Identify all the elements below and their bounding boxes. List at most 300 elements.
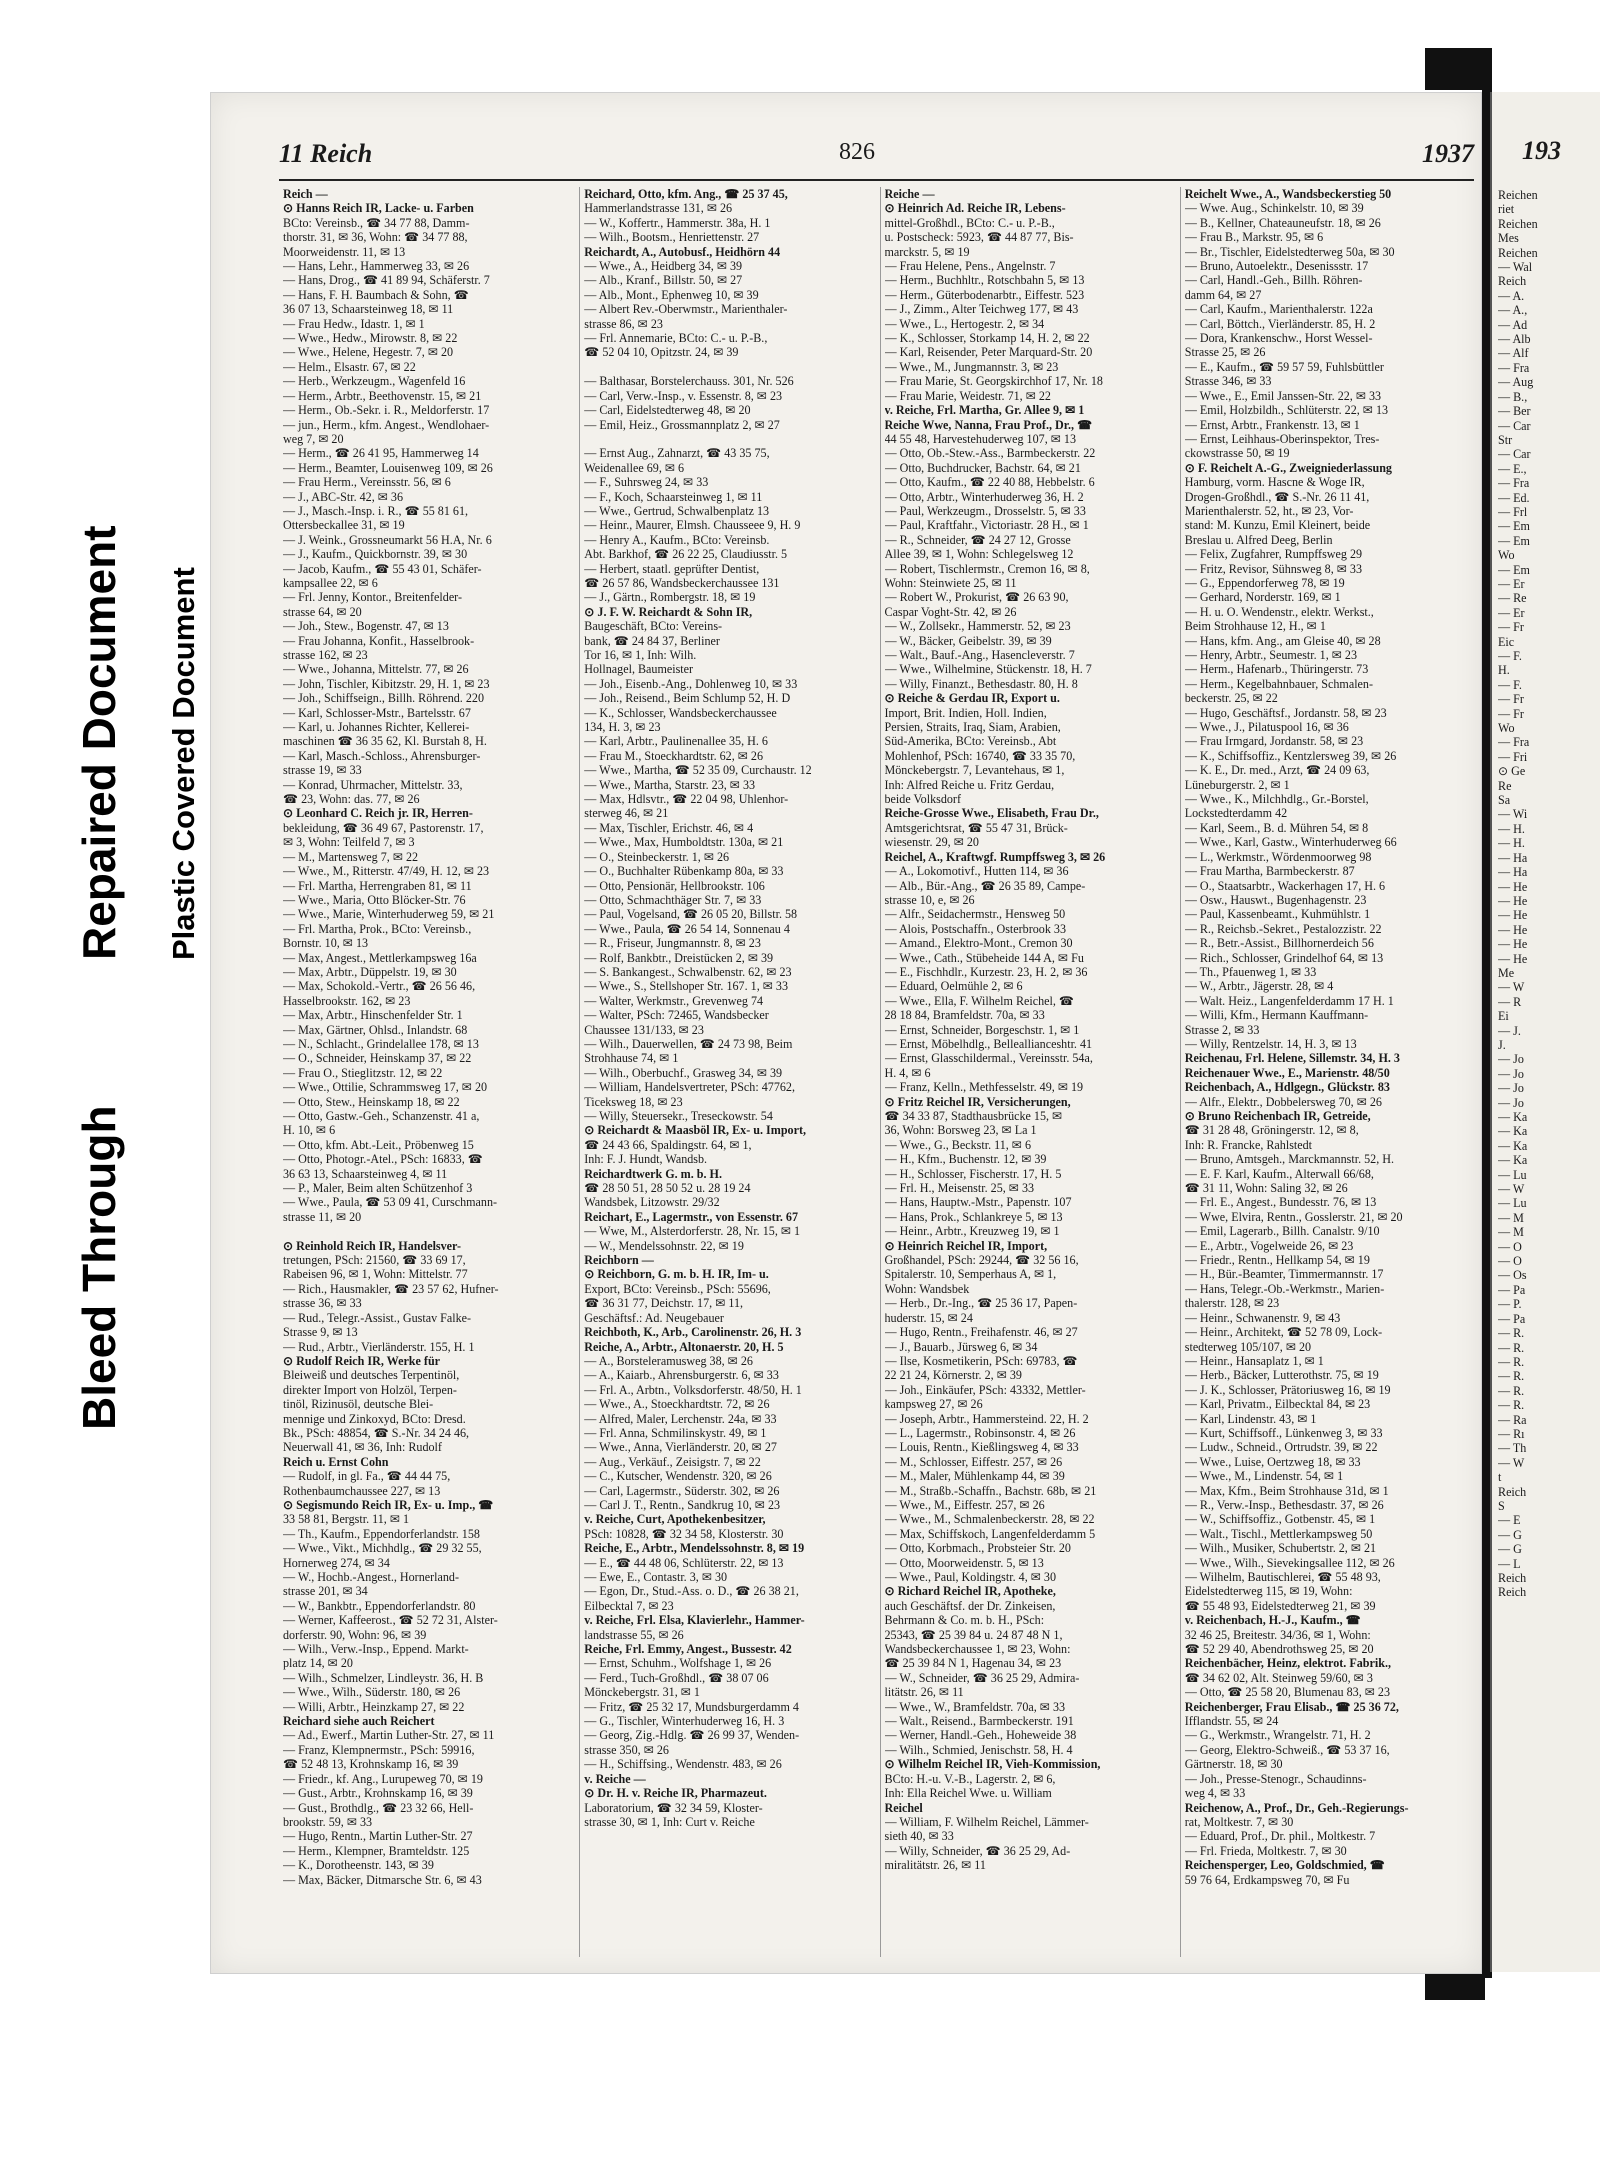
directory-entry-line: — O., Staatsarbtr., Wackerhagen 17, H. 6 (1184, 878, 1386, 893)
directory-entry-line: — Rud., Telegr.-Assist., Gustav Falke- (283, 1310, 472, 1325)
directory-entry-line: Drogen-Großhdl., ☎ S.-Nr. 26 11 41, (1184, 489, 1370, 504)
adjacent-entry-line: t (1498, 1470, 1502, 1485)
directory-entry-line: — Eduard, Prof., Dr. phil., Moltkestr. 7 (1184, 1829, 1376, 1844)
directory-entry-line: platz 14, ✉ 20 (283, 1656, 353, 1671)
directory-entry-line: tinöl, Rizinusöl, deutsche Blei- (283, 1397, 434, 1412)
directory-entry-line: strasse 86, ✉ 23 (584, 316, 663, 331)
directory-entry-line: Reichart, E., Lagermstr., von Essenstr. 67 (584, 1209, 799, 1224)
directory-entry-line: Lüneburgerstr. 2, ✉ 1 (1184, 777, 1290, 792)
directory-entry-line: — Hugo, Geschäftsf., Jordanstr. 58, ✉ 23 (1184, 705, 1387, 720)
directory-entry-line: — M., Schlosser, Eiffestr. 257, ✉ 26 (884, 1454, 1063, 1469)
directory-entry-line: — Otto, Photogr.-Atel., PSch: 16833, ☎ (283, 1152, 483, 1167)
directory-entry-line: — Max, Bäcker, Ditmarsche Str. 6, ✉ 43 (283, 1872, 482, 1887)
directory-entry-line: Eilbecktal 7, ✉ 23 (584, 1598, 674, 1613)
directory-entry-line: — M., Straßb.-Schaffn., Bachstr. 68b, ✉ 21 (884, 1483, 1097, 1498)
adjacent-entry-line: — F. (1498, 649, 1522, 663)
directory-entry-line: — C., Kutscher, Wendenstr. 320, ✉ 26 (584, 1469, 772, 1484)
directory-entry-line: — Henry, Arbtr., Seumestr. 1, ✉ 23 (1184, 648, 1358, 662)
directory-entry-line: — N., Schlacht., Grindelallee 178, ✉ 13 (283, 1036, 479, 1051)
directory-entry-line: — Gust., Arbtr., Krohnskamp 16, ✉ 39 (283, 1786, 473, 1801)
adjacent-entry-line: — Car (1498, 418, 1531, 433)
adjacent-entry-line: Reich (1498, 274, 1527, 289)
directory-entry-line: Rabeisen 96, ✉ 1, Wohn: Mittelstr. 77 (283, 1267, 468, 1282)
adjacent-entry-line: — Fr (1498, 620, 1524, 635)
adjacent-entry-line: — R. (1498, 1340, 1525, 1355)
directory-entry-line: Breslau u. Alfred Deeg, Berlin (1184, 532, 1333, 547)
directory-entry-line: — G., Werkmstr., Wrangelstr. 71, H. 2 (1184, 1728, 1371, 1743)
adjacent-entry-line: — M (1498, 1225, 1524, 1240)
adjacent-entry-line: — Car (1498, 447, 1531, 462)
directory-entry-line: Reiche — (884, 187, 935, 201)
directory-entry-line: — Herm., ☎ 26 41 95, Hammerweg 14 (283, 446, 479, 461)
directory-column-3 (880, 187, 1174, 1957)
directory-entry-line: — Robert, Tischlermstr., Cremon 16, ✉ 8, (884, 561, 1090, 576)
directory-entry-line: sieth 40, ✉ 33 (884, 1829, 954, 1844)
directory-entry-line: — Karl, Reisender, Peter Marquard-Str. 20 (884, 345, 1093, 360)
directory-entry-line: — Heinr., Schwanenstr. 9, ✉ 43 (1184, 1310, 1341, 1325)
directory-entry-line: — Wwe., A., Heidberg 34, ✉ 39 (584, 259, 743, 274)
directory-entry-line: — M., Martensweg 7, ✉ 22 (283, 849, 419, 864)
directory-entry-line: — Wwe., E., Emil Janssen-Str. 22, ✉ 33 (1184, 388, 1382, 403)
directory-entry-line: — Herm., Ob.-Sekr. i. R., Meldorferstr. 17 (283, 403, 490, 418)
directory-entry-line: Bornstr. 10, ✉ 13 (283, 936, 369, 951)
directory-entry-line: Persien, Straits, Iraq, Siam, Arabien, (884, 720, 1061, 735)
adjacent-entry-line: S (1498, 1498, 1505, 1513)
adjacent-entry-line: Reich (1498, 1585, 1527, 1600)
directory-entry-line: — Max, Kfm., Beim Strohhause 31d, ✉ 1 (1184, 1483, 1389, 1498)
adjacent-entry-line: Reich (1498, 1484, 1527, 1499)
directory-entry-line: — John, Tischler, Kibitzstr. 29, H. 1, ✉ 23 (283, 676, 490, 691)
directory-entry-line: ☎ 31 11, Wohn: Saling 32, ✉ 26 (1184, 1181, 1348, 1196)
directory-entry-line: mennige und Zinkoxyd, BCto: Dresd. (283, 1411, 466, 1426)
directory-entry-line: — Rolf, Bankbtr., Dreistücken 2, ✉ 39 (584, 950, 774, 965)
directory-entry-line: — Frau Hedw., Idastr. 1, ✉ 1 (283, 316, 425, 331)
directory-entry-line: — Herm., Güterbodenarbtr., Eiffestr. 523 (884, 287, 1085, 302)
adjacent-entry-line: — Jo (1498, 1095, 1524, 1110)
directory-entry-line: ⊙ Wilhelm Reichel IR, Vieh-Kommission, (884, 1757, 1101, 1772)
repaired-document-label: Repaired Document (73, 525, 125, 960)
directory-entry-line: Reiche Wwe, Nanna, Frau Prof., Dr., ☎ (884, 417, 1093, 432)
directory-entry-line: — Ad., Ewerf., Martin Luther-Str. 27, ✉ 11 (283, 1728, 495, 1743)
directory-entry-line: Amtsgerichtsrat, ☎ 55 47 31, Brück- (884, 820, 1068, 835)
adjacent-entry-line: Ei (1498, 1009, 1509, 1024)
directory-entry-line: — Georg, Zig.-Hdlg. ☎ 26 99 37, Wenden- (584, 1728, 800, 1743)
directory-entry-line: — Frau Marie, St. Georgskirchhof 17, Nr. 18 (884, 374, 1103, 389)
directory-entry-line: — Wwe. Aug., Schinkelstr. 10, ✉ 39 (1184, 201, 1364, 216)
directory-entry-line: — R., Friseur, Jungmannstr. 8, ✉ 23 (584, 936, 761, 951)
directory-entry-line: — R., Reichsb.-Sekret., Pestalozzistr. 22 (1184, 921, 1382, 936)
directory-entry-line: — Rich., Schlosser, Grindelhof 64, ✉ 13 (1184, 950, 1384, 965)
directory-entry-line: — K., Dorotheenstr. 143, ✉ 39 (283, 1858, 434, 1873)
directory-entry-line: ☎ 25 39 84 N 1, Hagenau 34, ✉ 23 (884, 1656, 1062, 1671)
directory-entry-line: — W., Schneider, ☎ 36 25 29, Admira- (884, 1670, 1080, 1685)
directory-entry-line: — Carl, Verw.-Insp., v. Essenstr. 8, ✉ 23 (584, 388, 783, 403)
directory-entry-line: — Karl, Seem., B. d. Mühren 54, ✉ 8 (1184, 820, 1369, 835)
directory-entry-line: — J. K., Schlosser, Prätoriusweg 16, ✉ 19 (1184, 1382, 1391, 1397)
directory-entry-line: — Wwe, Elvira, Rentn., Gosslerstr. 21, ✉ 20 (1184, 1209, 1403, 1224)
directory-entry-line: — Alb., Mont., Ephenweg 10, ✉ 39 (584, 287, 759, 302)
directory-entry-line: Reichboth, K., Arb., Carolinenstr. 26, H. 3 (584, 1325, 802, 1340)
adjacent-entry-line: Reich (1498, 1571, 1527, 1585)
directory-entry-line: Ifflandstr. 55, ✉ 24 (1184, 1714, 1279, 1729)
directory-entry-line: — Paul, Kraftfahr., Victoriastr. 28 H., ✉ 1 (884, 518, 1089, 533)
directory-entry-line: thorstr. 31, ✉ 36, Wohn: ☎ 34 77 88, (283, 230, 468, 245)
directory-entry-line: — Hans, F. H. Baumbach & Sohn, ☎ (283, 287, 469, 302)
directory-entry-line: — Herm., Arbtr., Beethovenstr. 15, ✉ 21 (283, 388, 482, 403)
directory-entry-line: Inh: Alfred Reiche u. Fritz Gerdau, (884, 777, 1055, 792)
directory-column-1 (279, 187, 573, 1957)
adjacent-entry-line: — R. (1498, 1398, 1525, 1413)
directory-entry-line: huderstr. 15, ✉ 24 (884, 1310, 973, 1325)
adjacent-entry-line: — F. (1498, 677, 1522, 692)
directory-entry-line: — Hans, Lehr., Hammerweg 33, ✉ 26 (283, 259, 470, 274)
directory-entry-line: wiesenstr. 29, ✉ 20 (884, 835, 979, 850)
directory-entry-line: — Otto, Gastw.-Geh., Schanzenstr. 41 a, (283, 1109, 480, 1123)
directory-entry-line: — Frl. H., Meisenstr. 25, ✉ 33 (884, 1181, 1035, 1196)
header-year: 1937 (1422, 139, 1474, 168)
directory-entry-line: — Willy, Schneider, ☎ 36 25 29, Ad- (884, 1843, 1071, 1858)
directory-entry-line: — Frl. E., Angest., Bundesstr. 76, ✉ 13 (1184, 1195, 1377, 1210)
directory-entry-line: Laboratorium, ☎ 32 34 59, Kloster- (584, 1800, 763, 1815)
directory-entry-line: — O., Schneider, Heinskamp 37, ✉ 22 (283, 1051, 472, 1066)
directory-entry-line: Hornerweg 274, ✉ 34 (283, 1555, 390, 1570)
adjacent-entry-line: — Fra (1498, 476, 1530, 491)
adjacent-entry-line: — Os (1498, 1268, 1527, 1283)
directory-entry-line: Reichenau, Frl. Helene, Sillemstr. 34, H. 3 (1184, 1051, 1400, 1066)
adjacent-entry-line: — Ad (1498, 317, 1528, 332)
directory-entry-line: Lockstedterdamm 42 (1184, 806, 1288, 821)
adjacent-entry-line: — He (1498, 879, 1528, 894)
directory-entry-line: — Wilh., Bootsm., Henriettenstr. 27 (584, 230, 760, 245)
directory-entry-line: ☎ 24 43 66, Spaldingstr. 64, ✉ 1, (584, 1137, 752, 1152)
directory-entry-line: — E., ☎ 44 48 06, Schlüterstr. 22, ✉ 13 (584, 1555, 784, 1570)
directory-entry-line: — Wwe., S., Stellshoper Str. 167. 1, ✉ 33 (584, 979, 788, 994)
directory-entry-line: — S. Bankangest., Schwalbenstr. 62, ✉ 23 (584, 964, 792, 979)
directory-entry-line: — Wwe., W., Bramfeldstr. 70a, ✉ 33 (884, 1699, 1066, 1714)
directory-entry-line: — Herm., Kegelbahnbauer, Schmalen- (1184, 676, 1373, 691)
adjacent-entry-line: — Ber (1498, 404, 1531, 419)
directory-entry-line: — Kurt, Schiffsoff., Lünkenweg 3, ✉ 33 (1184, 1425, 1383, 1440)
directory-entry-line: ☎ 26 57 86, Wandsbeckerchaussee 131 (584, 575, 780, 590)
directory-entry-line: ⊙ Dr. H. v. Reiche IR, Pharmazeut. (584, 1786, 767, 1801)
directory-entry-line: — Konrad, Uhrmacher, Mittelstr. 33, (283, 777, 463, 792)
directory-entry-line: — H., Bür.-Beamter, Timmermannstr. 17 (1184, 1267, 1384, 1282)
directory-entry-line: — Alfr., Seidachermstr., Hensweg 50 (884, 907, 1066, 922)
directory-entry-line: — Rudolf, in gl. Fa., ☎ 44 44 75, (283, 1469, 451, 1484)
directory-entry-line: — Karl, Arbtr., Paulinenallee 35, H. 6 (584, 734, 768, 749)
adjacent-entry-line: — Fr (1498, 692, 1524, 707)
directory-entry-line: — Wwe., Martha, Starstr. 23, ✉ 33 (584, 777, 756, 792)
directory-entry-line: Chaussee 131/133, ✉ 23 (584, 1022, 704, 1037)
directory-entry-line: — Karl, Schlosser-Mstr., Bartelsstr. 67 (283, 705, 471, 720)
directory-entry-line: — Emil, Lagerarb., Billh. Canalstr. 9/10 (1184, 1224, 1380, 1239)
directory-entry-line: — Wwe., Ella, F. Wilhelm Reichel, ☎ (884, 993, 1074, 1008)
directory-entry-line: Reichel, A., Kraftwgf. Rumpffsweg 3, ✉ 26 (884, 849, 1106, 864)
directory-entry-line: ⊙ Leonhard C. Reich jr. IR, Herren- (283, 806, 473, 821)
directory-entry-line: — Carl, Handl.-Geh., Billh. Röhren- (1184, 273, 1363, 288)
directory-entry-line: — Frau Marie, Weidestr. 71, ✉ 22 (884, 388, 1051, 403)
directory-entry-line: 44 55 48, Harvestehuderweg 107, ✉ 13 (884, 431, 1076, 446)
directory-entry-line: — Wwe., M., Lindenstr. 54, ✉ 1 (1184, 1469, 1344, 1484)
directory-entry-line: — Carl, Böttch., Vierländerstr. 85, H. 2 (1184, 316, 1376, 331)
directory-entry-line: Import, Brit. Indien, Holl. Indien, (884, 705, 1047, 720)
page-header (279, 139, 1474, 181)
directory-entry-line: — R., Verw.-Insp., Bethesdastr. 37, ✉ 26 (1184, 1497, 1384, 1512)
directory-entry-line: — Hans, kfm. Ang., am Gleise 40, ✉ 28 (1184, 633, 1381, 648)
directory-entry-line: — Wwe., Wilh., Süderstr. 180, ✉ 26 (283, 1685, 461, 1700)
directory-entry-line: Wohn: Wandsbek (884, 1281, 970, 1296)
adjacent-entry-line: — Ka (1498, 1153, 1528, 1168)
directory-entry-line: — Joh., Presse-Stenogr., Schaudinns- (1184, 1771, 1367, 1786)
directory-entry-line: auch Geschäftsf. der Dr. Zinkeisen, (884, 1598, 1056, 1613)
directory-entry-line: ⊙ Segismundo Reich IR, Ex- u. Imp., ☎ (283, 1497, 494, 1512)
directory-entry-line: — Rich., Hausmakler, ☎ 23 57 62, Hufner- (283, 1281, 499, 1296)
adjacent-entry-line: — Ka (1498, 1138, 1528, 1153)
directory-entry-line: — Wilh., Musiker, Schubertstr. 2, ✉ 21 (1184, 1541, 1377, 1556)
adjacent-entry-line: Sa (1498, 793, 1511, 808)
directory-entry-line: — Wwe., Johanna, Mittelstr. 77, ✉ 26 (283, 662, 469, 677)
directory-entry-line: — Carl, Kaufm., Marienthalerstr. 122a (1184, 302, 1373, 317)
adjacent-entry-line: Wo (1498, 548, 1515, 563)
adjacent-entry-line: — He (1498, 908, 1528, 923)
directory-entry-line: damm 64, ✉ 27 (1184, 287, 1262, 302)
directory-entry-line: — Wwe., Martha, ☎ 52 35 09, Curchaustr. 12 (584, 763, 812, 778)
directory-entry-line: H. 4, ✉ 6 (884, 1065, 931, 1080)
directory-entry-line: — Herm., Buchhltr., Rotschbahn 5, ✉ 13 (884, 273, 1085, 288)
directory-entry-line: — G., Tischler, Winterhuderweg 16, H. 3 (584, 1714, 785, 1729)
directory-entry-line: strasse 11, ✉ 20 (283, 1209, 362, 1224)
adjacent-entry-line: — Ha (1498, 850, 1528, 865)
directory-entry-line: Export, BCto: Vereinsb., PSch: 55696, (584, 1281, 771, 1296)
directory-entry-line: — Herm., Klempner, Bramteldstr. 125 (283, 1843, 470, 1858)
directory-entry-line: — Herb., Dr.-Ing., ☎ 25 36 17, Papen- (884, 1296, 1078, 1311)
directory-entry-line: — W., Bäcker, Geibelstr. 39, ✉ 39 (884, 633, 1052, 648)
directory-entry-line: — K., Schlosser, Wandsbeckerchaussee (584, 705, 777, 720)
directory-entry-line: Wandsbeckerchaussee 1, ✉ 23, Wohn: (884, 1642, 1071, 1657)
directory-entry-line (584, 432, 869, 446)
directory-entry-line: — Franz, Klempnermstr., PSch: 59916, (283, 1742, 475, 1757)
directory-entry-line: Tor 16, ✉ 1, Inh: Wilh. (584, 648, 697, 662)
directory-entry-line: — Albert Rev.-Oberwmstr., Marienthaler- (584, 302, 788, 317)
adjacent-entry-line: — A., (1498, 303, 1528, 318)
directory-entry-line: — Ernst, Schneider, Borgeschstr. 1, ✉ 1 (884, 1022, 1080, 1037)
directory-entry-line: ☎ 34 62 02, Alt. Steinweg 59/60, ✉ 3 (1184, 1670, 1373, 1685)
directory-entry-line: — Frau Johanna, Konfit., Hasselbrook- (283, 633, 475, 648)
directory-entry-line: — Wilhelm, Bautischlerei, ☎ 55 48 93, (1184, 1570, 1381, 1584)
adjacent-entry-line: — Re (1498, 591, 1527, 606)
directory-entry-line: — Otto, Arbtr., Winterhuderweg 36, H. 2 (884, 489, 1084, 504)
directory-entry-line: Reichardtwerk G. m. b. H. (584, 1166, 722, 1181)
directory-entry-line: — Willy, Rentzelstr. 14, H. 3, ✉ 13 (1184, 1036, 1357, 1051)
adjacent-entry-line: — Fra (1498, 360, 1530, 375)
directory-entry-line: — Alb., Bür.-Ang., ☎ 26 35 89, Campe- (884, 878, 1086, 893)
directory-entry-line: ☎ 52 29 40, Abendrothsweg 25, ✉ 20 (1184, 1642, 1374, 1657)
directory-entry-line: — Willi, Arbtr., Heinzkamp 27, ✉ 22 (283, 1699, 465, 1714)
directory-entry-line: — Joh., Stew., Bogenstr. 47, ✉ 13 (283, 619, 449, 634)
adjacent-page (1490, 92, 1600, 1972)
directory-entry-line: 33 58 81, Bergstr. 11, ✉ 1 (283, 1512, 410, 1527)
adjacent-entry-line: — R (1498, 994, 1522, 1009)
adjacent-entry-line: Re (1498, 778, 1512, 793)
directory-entry-line: — E., Arbtr., Vogelweide 26, ✉ 23 (1184, 1238, 1354, 1253)
adjacent-entry-line: — Em (1498, 562, 1530, 577)
directory-entry-line: Reich — (283, 187, 328, 201)
directory-entry-line: ⊙ F. Reichelt A.-G., Zweigniederlassung (1184, 460, 1392, 475)
adjacent-entry-line: — G (1498, 1542, 1522, 1557)
directory-entry-line: — Hugo, Rentn., Martin Luther-Str. 27 (283, 1829, 473, 1844)
adjacent-entry-line: Eic (1498, 634, 1515, 649)
directory-entry-line: — William, Handelsvertreter, PSch: 47762, (584, 1080, 795, 1095)
adjacent-entry-line: — He (1498, 937, 1528, 952)
adjacent-entry-line: Reichen (1498, 245, 1538, 260)
directory-entry-line: — Gust., Brothdlg., ☎ 23 32 66, Hell- (283, 1800, 474, 1815)
adjacent-entry-line: — H. (1498, 836, 1525, 851)
adjacent-entry-line: — O (1498, 1239, 1522, 1254)
directory-entry-line: v. Reiche, Frl. Martha, Gr. Allee 9, ✉ 1 (884, 403, 1085, 418)
directory-entry-line: 59 76 64, Erdkampsweg 70, ✉ Fu (1184, 1872, 1350, 1887)
adjacent-entry-line: — R. (1498, 1383, 1525, 1398)
directory-entry-line: Hammerlandstrasse 131, ✉ 26 (584, 201, 733, 216)
directory-entry-line: — Frau O., Stieglitzstr. 12, ✉ 22 (283, 1065, 443, 1080)
directory-entry-line: — Ernst Aug., Zahnarzt, ☎ 43 35 75, (584, 446, 770, 461)
adjacent-entry-line: — H. (1498, 821, 1525, 836)
adjacent-entry-line: — Pa (1498, 1282, 1526, 1297)
directory-entry-line: — B., Kellner, Chateauneufstr. 18, ✉ 26 (1184, 215, 1381, 230)
directory-entry-line: — Otto, kfm. Abt.-Leit., Pröbenweg 15 (283, 1137, 474, 1152)
directory-entry-line: — Herm., Hafenarb., Thüringerstr. 73 (1184, 662, 1369, 677)
directory-entry-line: — Bruno, Amtsgeh., Marckmannstr. 52, H. (1184, 1152, 1395, 1167)
directory-entry-line: — Wwe., Wilh., Sievekingsallee 112, ✉ 26 (1184, 1555, 1395, 1570)
directory-entry-line: ⊙ Fritz Reichel IR, Versicherungen, (884, 1094, 1071, 1109)
directory-entry-line: — Wwe., Maria, Otto Blöcker-Str. 76 (283, 892, 466, 907)
directory-entry-line: Reiche, A., Arbtr., Altonaerstr. 20, H. 5 (584, 1339, 784, 1354)
adjacent-entry-line: — W (1498, 1455, 1525, 1470)
directory-entry-line: v. Reiche — (584, 1771, 646, 1786)
directory-entry-line: ☎ 23, Wohn: das. 77, ✉ 26 (283, 792, 420, 807)
adjacent-page-column (1498, 188, 1600, 1600)
directory-entry-line: — Wwe., Anna, Vierländerstr. 20, ✉ 27 (584, 1440, 777, 1455)
directory-entry-line: — A., Kaiarb., Ahrensburgerstr. 6, ✉ 33 (584, 1368, 779, 1383)
header-page-number: 826 (839, 139, 875, 165)
directory-entry-line: — Balthasar, Borstelerchauss. 301, Nr. 526 (584, 374, 794, 389)
directory-entry-line: — Alb., Kranf., Billstr. 50, ✉ 27 (584, 273, 743, 288)
directory-entry-line: Reichel (884, 1800, 923, 1815)
directory-entry-line: ⊙ Heinrich Ad. Reiche IR, Lebens- (884, 201, 1066, 216)
directory-entry-line: Hamburg, vorm. Hascne & Woge IR, (1184, 475, 1365, 490)
directory-entry-line: — Karl, Masch.-Schloss., Ahrensburger- (283, 748, 481, 763)
directory-entry-line: — A., Lokomotivf., Hutten 114, ✉ 36 (884, 864, 1069, 879)
directory-entry-line: ⊙ Reinhold Reich IR, Handelsver- (283, 1238, 461, 1253)
adjacent-entry-line: — Ed. (1498, 490, 1530, 505)
directory-entry-line: — Egon, Dr., Stud.-Ass. o. D., ☎ 26 38 21, (584, 1584, 799, 1599)
directory-entry-line: Reiche, Frl. Emmy, Angest., Bussestr. 42 (584, 1642, 792, 1657)
directory-entry-line: ckowstrasse 50, ✉ 19 (1184, 446, 1290, 461)
directory-entry-line: — E. F. Karl, Kaufm., Alterwall 66/68, (1184, 1166, 1374, 1181)
directory-entry-line: — Karl, Privatm., Eilbecktal 84, ✉ 23 (1184, 1397, 1371, 1412)
directory-entry-line: marckstr. 5, ✉ 19 (884, 244, 970, 259)
directory-entry-line: Inh: Ella Reichel Wwe. u. William (884, 1786, 1052, 1801)
directory-entry-line: — Karl, u. Johannes Richter, Kellerei- (283, 720, 470, 735)
directory-entry-line: — Walt., Tischl., Mettlerkampsweg 50 (1184, 1526, 1373, 1541)
directory-entry-line: — L., Werkmstr., Wördenmoorweg 98 (1184, 849, 1372, 864)
directory-entry-line: strasse 10, e, ✉ 26 (884, 892, 975, 907)
directory-entry-line: beide Volksdorf (884, 792, 961, 807)
directory-entry-line: Reichenberger, Frau Elisab., ☎ 25 36 72, (1184, 1699, 1399, 1714)
directory-entry-line: — Walt., Bauf.-Ang., Hasencleverstr. 7 (884, 648, 1075, 662)
directory-entry-line: — O., Steinbeckerstr. 1, ✉ 26 (584, 849, 730, 864)
directory-entry-line: strasse 19, ✉ 33 (283, 763, 362, 778)
directory-entry-line: — Felix, Zugfahrer, Rumpffsweg 29 (1184, 547, 1363, 562)
directory-entry-line: v. Reiche, Curt, Apothekenbesitzer, (584, 1512, 766, 1527)
directory-entry-line: ⊙ Reichardt & Maasböl IR, Ex- u. Import, (584, 1123, 807, 1138)
directory-entry-line: 28 18 84, Bramfeldstr. 70a, ✉ 33 (884, 1008, 1045, 1023)
adjacent-entry-line: — Lu (1498, 1167, 1527, 1182)
directory-entry-line: mittel-Großhdl., BCto: C.- u. P.-B., (884, 215, 1055, 230)
adjacent-entry-line: — He (1498, 893, 1528, 908)
directory-entry-line: — Wwe., Max, Humboldtstr. 130a, ✉ 21 (584, 835, 784, 850)
directory-entry-line: — Alfred, Maler, Lerchenstr. 24a, ✉ 33 (584, 1411, 777, 1426)
bleed-through-label: Bleed Through (73, 1105, 125, 1430)
directory-entry-line: Geschäftsf.: Ad. Neugebauer (584, 1310, 724, 1325)
directory-entry-line: — Wwe, M., Alsterdorferstr. 28, Nr. 15, ✉ 1 (584, 1224, 801, 1239)
directory-column-2 (579, 187, 873, 1957)
directory-entry-line: — Joseph, Arbtr., Hammersteind. 22, H. 2 (884, 1411, 1089, 1426)
directory-entry-line: — W., Hochb.-Angest., Hornerland- (283, 1570, 459, 1584)
directory-entry-line: Allee 39, ✉ 1, Wohn: Schlegelsweg 12 (884, 547, 1074, 562)
directory-entry-line: Reichenbächer, Heinz, elektrot. Fabrik., (1184, 1656, 1391, 1671)
directory-entry-line: — Louis, Rentn., Kießlingsweg 4, ✉ 33 (884, 1440, 1079, 1455)
directory-entry-line: — Wwe., Paula, ☎ 53 09 41, Curschmann- (283, 1195, 498, 1210)
directory-entry-line: — R., Betr.-Assist., Billhornerdeich 56 (1184, 936, 1374, 951)
directory-entry-line: Süd-Amerika, BCto: Vereinsb., Abt (884, 734, 1057, 749)
directory-entry-line: ⊙ Reichborn, G. m. b. H. IR, Im- u. (584, 1267, 769, 1282)
directory-entry-line: — H., Schlosser, Fischerstr. 17, H. 5 (884, 1166, 1062, 1181)
directory-entry-line: — W., Arbtr., Jägerstr. 28, ✉ 4 (1184, 979, 1334, 994)
directory-entry-line: — J., Masch.-Insp. i. R., ☎ 55 81 61, (283, 503, 469, 518)
directory-entry-line: — K. E., Dr. med., Arzt, ☎ 24 09 63, (1184, 763, 1370, 778)
directory-entry-line: — Frl. Martha, Prok., BCto: Vereinsb., (283, 921, 472, 936)
directory-entry-line: — M., Maler, Mühlenkamp 44, ✉ 39 (884, 1469, 1065, 1484)
directory-entry-line: — Herm., Beamter, Louisenweg 109, ✉ 26 (283, 460, 493, 475)
adjacent-entry-line: — E (1498, 1513, 1521, 1528)
directory-entry-line: bekleidung, ☎ 36 49 67, Pastorenstr. 17, (283, 820, 484, 835)
directory-entry-line: — Ernst, Möbelhdlg., Belleallianceshtr. 41 (884, 1036, 1093, 1051)
directory-entry-line: — Werner, Kaffeerost., ☎ 52 72 31, Alster- (283, 1613, 498, 1628)
adjacent-entry-line: — Ha (1498, 865, 1528, 880)
directory-entry-line: — Heinr., Architekt, ☎ 52 78 09, Lock- (1184, 1325, 1383, 1340)
directory-entry-line: ⊙ Hanns Reich IR, Lacke- u. Farben (283, 201, 474, 216)
adjacent-entry-line: Me (1498, 965, 1515, 980)
directory-entry-line: 22 21 24, Körnerstr. 2, ✉ 39 (884, 1368, 1022, 1383)
directory-entry-line: — Wwe., M., Ritterstr. 47/49, H. 12, ✉ 23 (283, 864, 490, 879)
adjacent-entry-line: — Fr (1498, 706, 1524, 721)
directory-entry-line: — H. u. O. Wendenstr., elektr. Werkst., (1184, 604, 1374, 619)
directory-entry-line: Hasselbrookstr. 162, ✉ 23 (283, 993, 411, 1008)
directory-entry-line: Behrmann & Co. m. b. H., PSch: (884, 1613, 1045, 1628)
directory-entry-line: — Hans, Drog., ☎ 41 89 94, Schäferstr. 7 (283, 273, 490, 288)
directory-entry-line: — Werner, Handl.-Geh., Hoheweide 38 (884, 1728, 1077, 1743)
directory-entry-line: — Wwe., Marie, Winterhuderweg 59, ✉ 21 (283, 907, 495, 922)
top-edge-strip (1425, 48, 1485, 90)
adjacent-entry-line: — P. (1498, 1297, 1522, 1312)
directory-entry-line: — Wwe., Paul, Koldingstr. 4, ✉ 30 (884, 1570, 1056, 1584)
directory-entry-line: — W., Bankbtr., Eppendorferlandstr. 80 (283, 1598, 476, 1613)
directory-entry-line: stedterweg 105/107, ✉ 20 (1184, 1339, 1312, 1354)
directory-entry-line: — Wwe., L., Hertogestr. 2, ✉ 34 (884, 316, 1045, 331)
directory-entry-line: Ottersbeckallee 31, ✉ 19 (283, 518, 405, 533)
directory-entry-line: — Osw., Hauswt., Bugenhagenstr. 23 (1184, 892, 1367, 907)
adjacent-entry-line: — Lu (1498, 1196, 1527, 1211)
